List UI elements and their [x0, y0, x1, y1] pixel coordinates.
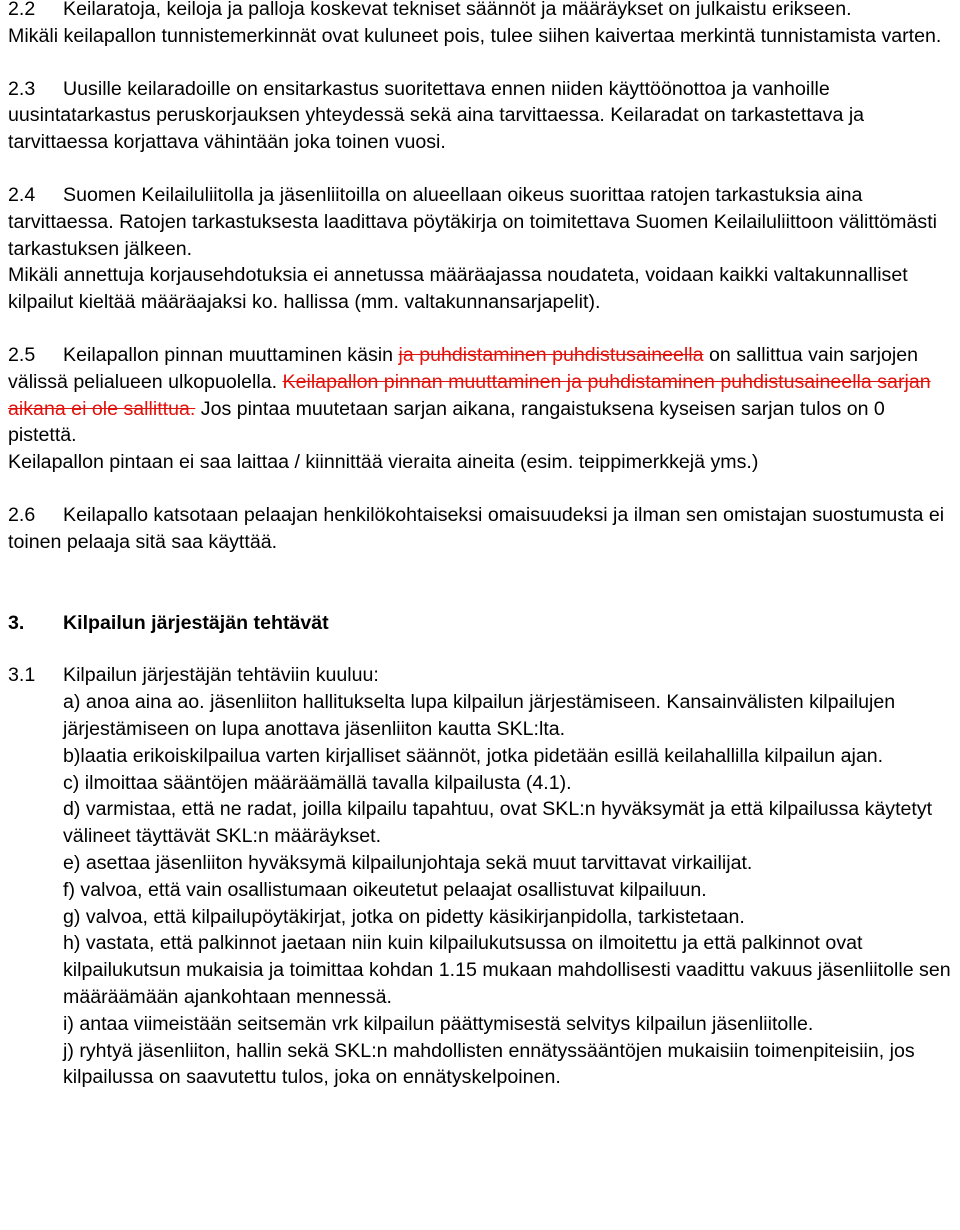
chapter-number: 3.	[8, 611, 25, 634]
list-item: e) asettaa jäsenliiton hyväksymä kilpailunjohtaja sekä muut tarvittavat virkailijat.	[63, 851, 753, 874]
list-item: j) ryhtyä jäsenliiton, hallin sekä SKL:n mahdollisten ennätyssääntöjen mukaisiin toimenpiteisiin, jos kilpailussa on saavutettu tulos, joka on ennätyskelpoinen.	[63, 1039, 915, 1089]
deleted-text: ja puhdistaminen puhdistusaineella	[398, 343, 704, 366]
section-2-4	[8, 182, 958, 316]
section-number: 3.1	[8, 664, 36, 687]
section-number: 2.5	[8, 343, 36, 366]
section-body: Jos pintaa muutetaan sarjan aikana, rangaistuksena kyseisen sarjan tulos on 0 pistettä.	[8, 397, 885, 447]
section-text	[8, 182, 958, 262]
section-number: 2.3	[8, 77, 36, 100]
section-body: Kilpailun järjestäjän tehtäviin kuuluu:	[63, 664, 379, 687]
section-body: on sallittua vain sarjojen välissä pelialueen ulkopuolella.	[8, 343, 919, 393]
list-item: h) vastata, että palkinnot jaetaan niin kuin kilpailukutsussa on ilmoitettu ja että palkinnot ovat kilpailukutsun mukaisia ja toimittaa kohdan 1.15 mukaan mahdollisesti vaadittu vakuus jäsenliitolle sen määräämään ajankohtaan mennessä.	[63, 932, 951, 1008]
section-2-2	[8, 0, 958, 50]
section-body: Suomen Keilailuliitolla ja jäsenliitoilla on alueellaan oikeus suorittaa ratojen tarkastuksia aina tarvittaessa. Ratojen tarkastuksesta laadittava pöytäkirja on toimitettava Suomen Keilailuliittoon välittömästi tarkastuksen jälkeen.	[8, 183, 937, 260]
task-list	[8, 689, 958, 1091]
section-2-5	[8, 342, 958, 476]
section-intro	[8, 662, 958, 689]
section-2-6	[8, 502, 958, 556]
list-item: b)laatia erikoiskilpailua varten kirjalliset säännöt, jotka pidetään esillä keilahallilla kilpailun ajan.	[63, 744, 884, 767]
section-text: Mikäli keilapallon tunnistemerkinnät ovat kuluneet pois, tulee siihen kaivertaa merkintä tunnistamista varten.	[8, 24, 942, 47]
list-item: d) varmistaa, että ne radat, joilla kilpailu tapahtuu, ovat SKL:n hyväksymät ja että kilpailussa käytetyt välineet täyttävät SKL:n määräykset.	[63, 798, 933, 848]
section-3-1	[8, 662, 958, 1091]
list-item: c) ilmoittaa sääntöjen määräämällä tavalla kilpailusta (4.1).	[63, 771, 572, 794]
deleted-text: Keilapallon pinnan muuttaminen ja puhdistaminen puhdistusaineella sarjan aikana ei ole sallittua.	[8, 370, 931, 420]
section-body: Keilapallo katsotaan pelaajan henkilökohtaiseksi omaisuudeksi ja ilman sen omistajan suostumusta ei toinen pelaaja sitä saa käyttää.	[8, 503, 945, 553]
list-item: a) anoa aina ao. jäsenliiton hallitukselta lupa kilpailun järjestämiseen. Kansainvälisten kilpailujen järjestämiseen on lupa anottava jäsenliiton kautta SKL:lta.	[63, 691, 896, 740]
list-item: f) valvoa, että vain osallistumaan oikeutetut pelaajat osallistuvat kilpailuun.	[63, 878, 707, 901]
section-text	[8, 502, 958, 556]
chapter-title: Kilpailun järjestäjän tehtävät	[63, 611, 329, 634]
section-body: Keilapallon pinnan muuttaminen käsin	[63, 343, 399, 366]
section-text: Keilapallon pintaan ei saa laittaa / kiinnittää vieraita aineita (esim. teippimerkkejä yms.)	[8, 451, 759, 474]
section-2-3	[8, 76, 958, 156]
section-number: 2.4	[8, 183, 36, 206]
chapter-heading	[8, 610, 958, 637]
section-number: 2.6	[8, 503, 36, 526]
section-body: Uusille keilaradoille on ensitarkastus suoritettava ennen niiden käyttöönottoa ja vanhoille uusintatarkastus peruskorjauksen yhteydessä sekä aina tarvittaessa. Keilaradat on tarkastettava ja tarvittaessa korjattava vähintään joka toinen vuosi.	[8, 77, 865, 154]
list-item: i) antaa viimeistään seitsemän vrk kilpailun päättymisestä selvitys kilpailun jäsenliitolle.	[63, 1012, 814, 1035]
document-page	[8, 0, 958, 1091]
section-text: Keilaratoja, keiloja ja palloja koskevat tekniset säännöt ja määräykset on julkaistu erikseen.	[63, 0, 852, 20]
list-item: g) valvoa, että kilpailupöytäkirjat, jotka on pidetty käsikirjanpidolla, tarkistetaan.	[63, 905, 745, 928]
section-text	[8, 342, 958, 449]
section-number: 2.2	[8, 0, 36, 20]
section-text	[8, 76, 958, 156]
section-text: Mikäli annettuja korjausehdotuksia ei annetussa määräajassa noudateta, voidaan kaikki valtakunnalliset kilpailut kieltää määräajaksi ko. hallissa (mm. valtakunnansarjapelit).	[8, 264, 908, 314]
